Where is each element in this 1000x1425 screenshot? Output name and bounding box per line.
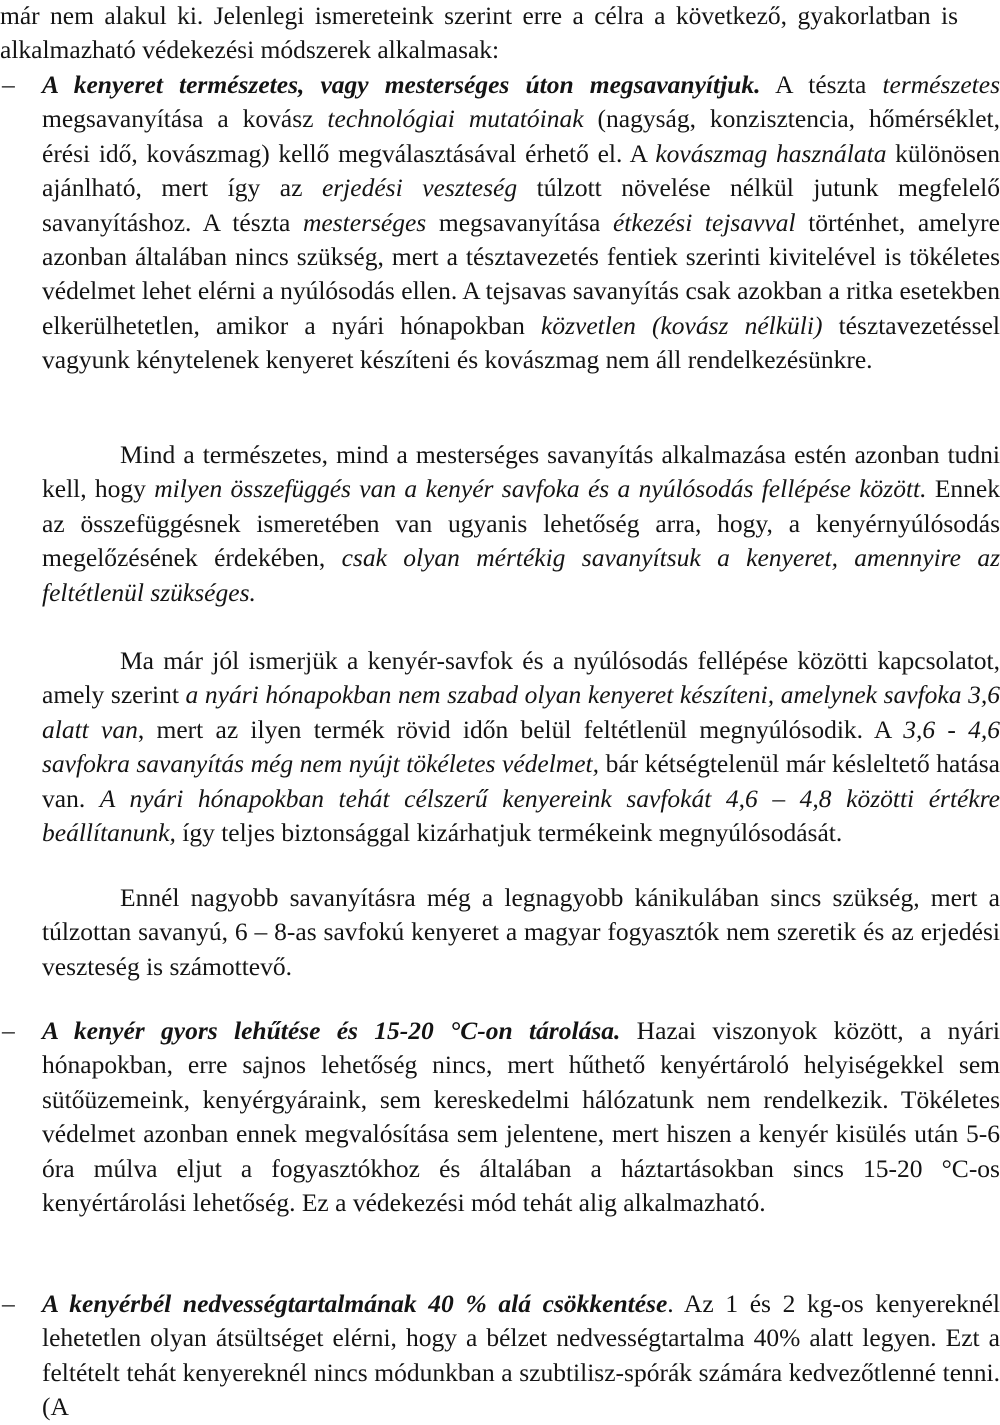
text-run: megsavanyítása — [426, 207, 613, 237]
list-item-acidification — [0, 68, 1000, 378]
text-run: Hazai viszonyok között, a nyári hónapokban, erre sajnos lehetőség nincs, mert hűthető kenyértároló helyiségekkel sem sütőüzemeink, kenyérgyáraink, sem kereskedelmi hálózatunk nem rendelkezik. Tökéletes védelmet azonban ennek megvalósítása sem jelentene, mert hiszen a kenyér kisülés után 5-6 óra múlva eljut a fogyasztókhoz és általában a háztartásokban sincs 15-20 °C-os kenyértárolási lehetőség. Ez a védekezési mód tehát alig alkalmazható. — [42, 1016, 1000, 1218]
text-run: A tészta — [760, 70, 883, 99]
italic-run: természetes — [882, 70, 1000, 99]
italic-run: milyen összefüggés van a kenyér savfoka és a nyúlósodás fellépése között. — [154, 474, 927, 504]
italic-run: erjedési veszteség — [321, 173, 518, 203]
italic-run: technológiai mutatóinak — [327, 104, 584, 134]
text-run: Ennek az összefüggésnek ismeretében van ugyanis lehetőség arra, hogy, a kenyérnyúlósodás megelőzésének érdekében, — [42, 474, 1000, 573]
list-item-cooling — [0, 1014, 1000, 1220]
dash-bullet: – — [2, 1016, 15, 1045]
text-run: (nagyság, konzisztencia, hőmérséklet, érési idő, kovászmag) kellő megválasztásával érhető el. A — [42, 104, 1000, 168]
list-item-moisture — [0, 1287, 1000, 1425]
text-run: megsavanyítása a kovász — [42, 104, 328, 134]
text-run: történhet, amelyre azonban általában nincs szükség, mert a tésztavezetés fentiek szerinti kivitelével is tökéletes védelmet lehet elérni a nyúlósodás ellen. A tejsavas savanyítás csak azokban a ritka esetekben elkerülhetetlen, amikor a nyári hónapokban — [42, 207, 1000, 340]
text-run: különösen ajánlható, mert így az — [42, 138, 1000, 203]
italic-run: mesterséges — [303, 207, 427, 237]
text-run: tésztavezetéssel vagyunk kénytelenek kenyeret készíteni és kovászmag nem áll rendelkezésünkre. — [42, 310, 1000, 375]
text-run: túlzott növelése nélkül jutunk megfelelő savanyításhoz. A tészta — [42, 173, 1000, 237]
paragraph-excess-acidity — [0, 881, 1000, 984]
dash-bullet: – — [2, 1289, 15, 1318]
text-run: , mert az ilyen termék rövid időn belül feltétlenül megnyúlósodik. A — [137, 714, 904, 744]
italic-run: étkezési tejsavval — [612, 207, 796, 237]
item-title: A kenyérbél nedvességtartalmának 40 % alá csökkentése — [42, 1289, 668, 1318]
item-title: A kenyér gyors lehűtése és 15-20 °C-on tárolása. — [42, 1016, 621, 1045]
text-run: bár kétségtelenül már késleltető hatása van. — [42, 749, 1000, 813]
italic-run: A nyári hónapokban tehát célszerű kenyereink savfokát 4,6 – 4,8 közötti értékre beállítanunk, — [42, 783, 1000, 848]
text-run: Mind a természetes, mind a mesterséges savanyítás alkalmazása estén azonban tudni kell, hogy — [42, 440, 1000, 504]
dash-bullet: – — [2, 70, 15, 99]
paragraph-relationship — [0, 438, 1000, 610]
italic-run: kovászmag használata — [655, 138, 887, 168]
paragraph-intro — [0, 0, 958, 68]
text-run: Ennél nagyobb savanyításra még a legnagyobb kánikulában sincs szükség, mert a túlzottan savanyú, 6 – 8-as savfokú kenyeret a magyar fogyasztók nem szeretik és az erjedési veszteség is számottevő. — [42, 883, 1000, 981]
paragraph-acidity — [0, 644, 1000, 850]
italic-run: csak olyan mértékig savanyítsuk a kenyeret, amennyire az feltétlenül szükséges. — [42, 543, 1000, 607]
italic-run: 3,6 - 4,6 savfokra savanyítás még nem nyújt tökéletes védelmet, — [42, 714, 1000, 779]
text-run: . Az 1 és 2 kg-os kenyereknél lehetetlen olyan átsültséget elérni, hogy a bélzet nedvességtartalma 40% alatt legyen. Ezt a feltételt tehát kenyereknél nincs módunkban a szubtilisz-spórák számára kedvezőtlenné tenni. (A — [42, 1289, 1000, 1422]
text-run: így teljes biztonsággal kizárhatjuk termékeink megnyúlósodását. — [175, 818, 843, 848]
item-title: A kenyeret természetes, vagy mesterséges úton megsavanyítjuk. — [42, 70, 761, 99]
italic-run: közvetlen (kovász nélküli) — [541, 310, 823, 340]
intro-text: már nem alakul ki. Jelenlegi ismereteink szerint erre a célra a következő, gyakorlatban is alkalmazható védekezési módszerek alkalmasak: — [0, 1, 958, 65]
text-run: Ma már jól ismerjük a kenyér-savfok és a nyúlósodás fellépése közötti kapcsolatot, amely szerint — [42, 646, 1000, 710]
italic-run: a nyári hónapokban nem szabad olyan kenyeret készíteni, amelynek savfoka 3,6 alatt van — [42, 680, 1000, 744]
